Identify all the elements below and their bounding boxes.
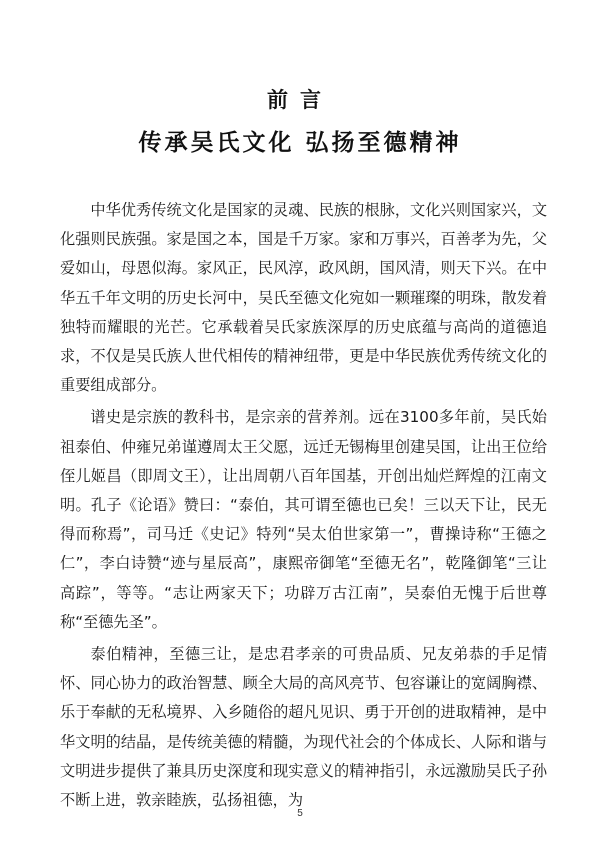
paragraph-3: 泰伯精神，至德三让，是忠君孝亲的可贵品质、兄友弟恭的手足情怀、同心协力的政治智慧、顾全大局的高风亮节、包容谦让的宽阔胸襟、乐于奉献的无私境界、入乡随俗的超凡见识、勇于开创的进取精神，是中华文明的结晶，是传统美德的精髓，为现代社会的个体成长、人际和谐与文明进步提供了兼具历史深度和现实意义的精神指引，永远激励吴氏子孙不断上进，敦亲睦族，弘扬祖德，为 bbox=[60, 645, 547, 810]
page-heading: 前言 bbox=[267, 87, 333, 112]
page-subtitle: 传承吴氏文化 弘扬至德精神 bbox=[138, 129, 462, 156]
page-number: 5 bbox=[297, 808, 303, 819]
paragraph-2: 谱史是宗族的教科书，是宗亲的营养剂。远在3100多年前，吴氏始祖泰伯、仲雍兄弟谨遵周太王父愿，远迁无锡梅里创建吴国，让出王位给侄儿姬昌（即周文王），让出周朝八百年国基，开创出灿烂辉煌的江南文明。孔子《论语》赞曰：“泰伯，其可谓至德也已矣！三以天下让，民无得而称焉”，司马迁《史记》特列“吴太伯世家第一”，曹操诗称“王德之仁”，李白诗赞“迹与星辰高”，康熙帝御笔“至德无名”，乾隆御笔“三让高踪”，等等。“志让两家天下；功辟万古江南”，吴泰伯无愧于后世尊称“至德先圣”。 bbox=[60, 408, 547, 631]
paragraph-1: 中华优秀传统文化是国家的灵魂、民族的根脉，文化兴则国家兴，文化强则民族强。家是国之本，国是千万家。家和万事兴，百善孝为先，父爱如山，母恩似海。家风正，民风淳，政风朗，国风清，则天下兴。在中华五千年文明的历史长河中，吴氏至德文化宛如一颗璀璨的明珠，散发着独特而耀眼的光芒。它承载着吴氏家族深厚的历史底蕴与高尚的道德追求，不仅是吴氏族人世代相传的精神纽带，更是中华民族优秀传统文化的重要组成部分。 bbox=[60, 201, 547, 395]
body-text bbox=[60, 196, 547, 818]
